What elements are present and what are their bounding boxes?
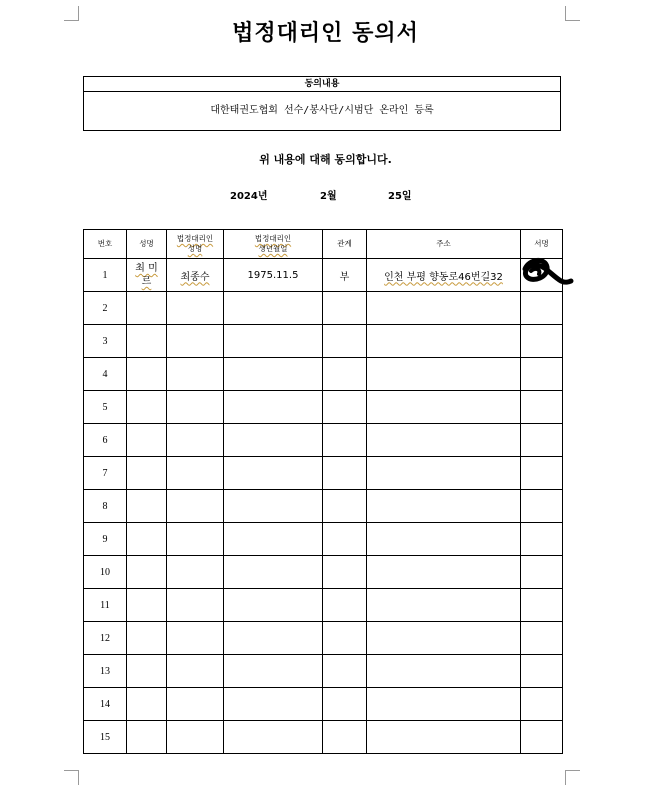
row-guardian-name[interactable] bbox=[167, 358, 224, 391]
table-row bbox=[84, 688, 563, 721]
page-corner-mark-bottom-right bbox=[565, 770, 580, 785]
row-name[interactable] bbox=[127, 391, 167, 424]
guardian-roster-table bbox=[83, 229, 563, 754]
row-name[interactable] bbox=[127, 589, 167, 622]
row-guardian-birth[interactable] bbox=[224, 490, 323, 523]
row-address[interactable] bbox=[367, 688, 521, 721]
row-number: 15 bbox=[84, 721, 127, 754]
row-relation[interactable]: 부 bbox=[323, 259, 367, 292]
row-address[interactable] bbox=[367, 457, 521, 490]
row-number: 2 bbox=[84, 292, 127, 325]
row-guardian-name[interactable] bbox=[167, 721, 224, 754]
row-number: 5 bbox=[84, 391, 127, 424]
row-name[interactable] bbox=[127, 721, 167, 754]
row-signature[interactable] bbox=[521, 589, 563, 622]
row-signature[interactable] bbox=[521, 292, 563, 325]
header-name: 성명 bbox=[127, 230, 167, 259]
row-number: 9 bbox=[84, 523, 127, 556]
row-relation[interactable] bbox=[323, 457, 367, 490]
row-guardian-name[interactable] bbox=[167, 688, 224, 721]
row-signature[interactable] bbox=[521, 490, 563, 523]
row-relation[interactable] bbox=[323, 523, 367, 556]
row-address[interactable] bbox=[367, 721, 521, 754]
row-guardian-name[interactable] bbox=[167, 292, 224, 325]
row-guardian-birth[interactable] bbox=[224, 655, 323, 688]
row-signature[interactable] bbox=[521, 655, 563, 688]
row-number: 7 bbox=[84, 457, 127, 490]
table-row bbox=[84, 424, 563, 457]
row-guardian-birth[interactable] bbox=[224, 358, 323, 391]
row-guardian-name[interactable] bbox=[167, 589, 224, 622]
row-address[interactable] bbox=[367, 490, 521, 523]
row-signature[interactable] bbox=[521, 391, 563, 424]
row-name[interactable] bbox=[127, 424, 167, 457]
row-relation[interactable] bbox=[323, 721, 367, 754]
row-guardian-name[interactable]: 최종수 bbox=[167, 259, 224, 292]
table-row bbox=[84, 721, 563, 754]
table-header-row bbox=[84, 230, 563, 259]
table-row bbox=[84, 259, 563, 292]
consent-box bbox=[83, 76, 561, 131]
row-address[interactable]: 인천 부평 향동로46번길32 bbox=[367, 259, 521, 292]
row-address[interactable] bbox=[367, 325, 521, 358]
row-signature[interactable] bbox=[521, 424, 563, 457]
page-corner-mark-bottom-left bbox=[64, 770, 79, 785]
row-guardian-birth[interactable] bbox=[224, 622, 323, 655]
row-name[interactable] bbox=[127, 688, 167, 721]
row-guardian-name[interactable] bbox=[167, 424, 224, 457]
row-guardian-name[interactable] bbox=[167, 391, 224, 424]
row-guardian-name[interactable] bbox=[167, 523, 224, 556]
row-guardian-birth[interactable] bbox=[224, 721, 323, 754]
table-row bbox=[84, 292, 563, 325]
header-number: 번호 bbox=[84, 230, 127, 259]
row-address[interactable] bbox=[367, 424, 521, 457]
row-number: 8 bbox=[84, 490, 127, 523]
table-row bbox=[84, 358, 563, 391]
row-signature[interactable] bbox=[521, 457, 563, 490]
row-name[interactable] bbox=[127, 292, 167, 325]
row-guardian-birth[interactable] bbox=[224, 556, 323, 589]
row-relation[interactable] bbox=[323, 688, 367, 721]
row-name[interactable] bbox=[127, 622, 167, 655]
row-guardian-name[interactable] bbox=[167, 490, 224, 523]
row-relation[interactable] bbox=[323, 358, 367, 391]
row-signature[interactable] bbox=[521, 721, 563, 754]
row-address[interactable] bbox=[367, 523, 521, 556]
row-relation[interactable] bbox=[323, 424, 367, 457]
date-month: 2월 bbox=[320, 191, 337, 202]
row-number: 10 bbox=[84, 556, 127, 589]
table-row bbox=[84, 523, 563, 556]
row-number: 6 bbox=[84, 424, 127, 457]
row-name[interactable] bbox=[127, 556, 167, 589]
row-name[interactable] bbox=[127, 655, 167, 688]
row-signature[interactable] bbox=[521, 523, 563, 556]
row-number: 1 bbox=[84, 259, 127, 292]
row-guardian-birth[interactable] bbox=[224, 589, 323, 622]
table-row bbox=[84, 457, 563, 490]
header-guardian-birth: 법정대리인 생년월일 bbox=[224, 230, 323, 259]
date-year: 2024년 bbox=[230, 191, 268, 202]
row-address[interactable] bbox=[367, 358, 521, 391]
row-relation[interactable] bbox=[323, 391, 367, 424]
table-row bbox=[84, 490, 563, 523]
row-number: 3 bbox=[84, 325, 127, 358]
row-name[interactable] bbox=[127, 325, 167, 358]
row-signature[interactable] bbox=[521, 325, 563, 358]
row-name[interactable] bbox=[127, 490, 167, 523]
header-address: 주소 bbox=[367, 230, 521, 259]
row-guardian-birth[interactable] bbox=[224, 688, 323, 721]
header-signature: 서명 bbox=[521, 230, 563, 259]
row-guardian-birth[interactable] bbox=[224, 424, 323, 457]
handwritten-signature bbox=[515, 255, 571, 291]
row-number: 13 bbox=[84, 655, 127, 688]
row-relation[interactable] bbox=[323, 556, 367, 589]
row-number: 12 bbox=[84, 622, 127, 655]
row-guardian-name[interactable] bbox=[167, 556, 224, 589]
row-signature[interactable] bbox=[521, 556, 563, 589]
table-row bbox=[84, 391, 563, 424]
row-guardian-birth[interactable] bbox=[224, 523, 323, 556]
row-guardian-name[interactable] bbox=[167, 325, 224, 358]
row-address[interactable] bbox=[367, 292, 521, 325]
row-address[interactable] bbox=[367, 622, 521, 655]
row-relation[interactable] bbox=[323, 655, 367, 688]
header-relation: 관계 bbox=[323, 230, 367, 259]
row-signature[interactable] bbox=[521, 688, 563, 721]
row-name[interactable] bbox=[127, 358, 167, 391]
table-row bbox=[84, 589, 563, 622]
table-row bbox=[84, 622, 563, 655]
row-address[interactable] bbox=[367, 655, 521, 688]
row-number: 14 bbox=[84, 688, 127, 721]
row-guardian-birth[interactable]: 1975.11.5 bbox=[224, 259, 323, 292]
row-address[interactable] bbox=[367, 391, 521, 424]
row-signature[interactable] bbox=[521, 259, 563, 292]
row-number: 11 bbox=[84, 589, 127, 622]
row-relation[interactable] bbox=[323, 325, 367, 358]
row-name[interactable]: 최 미 르 bbox=[127, 259, 167, 292]
header-guardian-name: 법정대리인 성명 bbox=[167, 230, 224, 259]
row-guardian-name[interactable] bbox=[167, 457, 224, 490]
row-relation[interactable] bbox=[323, 589, 367, 622]
agreement-statement: 위 내용에 대해 동의합니다. bbox=[259, 153, 392, 166]
document-title: 법정대리인 동의서 bbox=[232, 20, 419, 46]
consent-body: 대한태권도협회 선수/봉사단/시범단 온라인 등록 bbox=[210, 105, 434, 116]
row-relation[interactable] bbox=[323, 490, 367, 523]
row-guardian-name[interactable] bbox=[167, 655, 224, 688]
consent-header: 동의내용 bbox=[84, 77, 560, 92]
row-signature[interactable] bbox=[521, 358, 563, 391]
row-guardian-birth[interactable] bbox=[224, 391, 323, 424]
row-guardian-name[interactable] bbox=[167, 622, 224, 655]
row-relation[interactable] bbox=[323, 292, 367, 325]
row-relation[interactable] bbox=[323, 622, 367, 655]
row-address[interactable] bbox=[367, 556, 521, 589]
date-day: 25일 bbox=[388, 191, 412, 202]
row-number: 4 bbox=[84, 358, 127, 391]
table-row bbox=[84, 655, 563, 688]
row-guardian-birth[interactable] bbox=[224, 292, 323, 325]
row-address[interactable] bbox=[367, 589, 521, 622]
row-guardian-birth[interactable] bbox=[224, 457, 323, 490]
row-name[interactable] bbox=[127, 457, 167, 490]
table-row bbox=[84, 556, 563, 589]
row-name[interactable] bbox=[127, 523, 167, 556]
row-guardian-birth[interactable] bbox=[224, 325, 323, 358]
row-signature[interactable] bbox=[521, 622, 563, 655]
table-row bbox=[84, 325, 563, 358]
